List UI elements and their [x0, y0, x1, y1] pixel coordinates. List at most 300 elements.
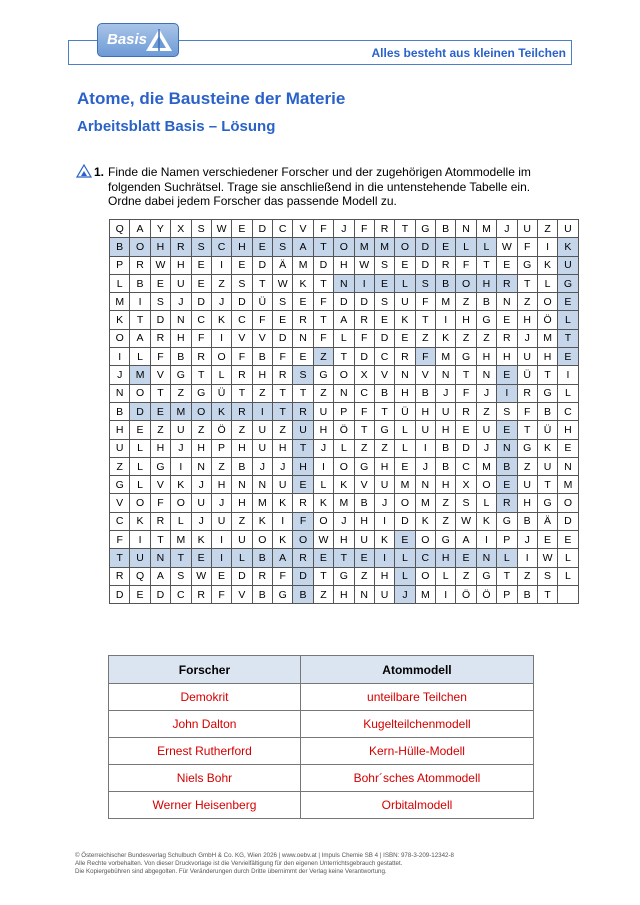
grid-cell: E	[354, 549, 374, 567]
grid-cell: K	[171, 476, 191, 494]
grid-cell: E	[191, 256, 211, 274]
grid-cell: V	[150, 366, 170, 384]
grid-cell: O	[293, 531, 313, 549]
grid-cell: K	[293, 274, 313, 292]
grid-cell: M	[334, 494, 354, 512]
grid-cell: O	[334, 457, 354, 475]
grid-row	[110, 439, 579, 457]
grid-cell: D	[273, 329, 293, 347]
grid-cell: H	[232, 439, 252, 457]
grid-cell: U	[354, 531, 374, 549]
grid-cell: G	[334, 567, 354, 585]
copyright-footer	[75, 852, 454, 876]
grid-cell: L	[436, 567, 456, 585]
grid-cell: S	[415, 274, 435, 292]
grid-cell: C	[191, 311, 211, 329]
grid-cell: D	[395, 512, 415, 530]
grid-cell: C	[273, 220, 293, 238]
grid-cell: D	[232, 567, 252, 585]
grid-cell: D	[354, 348, 374, 366]
grid-cell: Ü	[211, 384, 231, 402]
grid-cell: D	[456, 439, 476, 457]
grid-cell: Z	[191, 421, 211, 439]
grid-cell: Z	[415, 329, 435, 347]
grid-cell: W	[537, 549, 557, 567]
grid-cell: O	[537, 293, 557, 311]
grid-cell: K	[395, 311, 415, 329]
grid-cell: B	[436, 457, 456, 475]
grid-cell: L	[130, 457, 150, 475]
grid-row	[110, 402, 579, 420]
grid-cell: L	[476, 494, 496, 512]
grid-cell: K	[211, 402, 231, 420]
grid-cell: V	[415, 366, 435, 384]
grid-cell: F	[150, 494, 170, 512]
grid-cell: J	[110, 366, 130, 384]
grid-cell: S	[191, 238, 211, 256]
grid-cell: F	[354, 402, 374, 420]
grid-cell: T	[497, 567, 517, 585]
grid-cell: W	[150, 256, 170, 274]
grid-cell: G	[537, 384, 557, 402]
grid-cell: F	[517, 238, 537, 256]
task-instructions: Finde die Namen verschiedener Forscher und der zugehörigen Atommodelle im folgenden Suchrätsel. Trage sie anschließend in die untenstehende Tabelle ein. Ordne dabei jedem Forscher das passende Modell zu.	[108, 165, 531, 208]
grid-cell: W	[211, 220, 231, 238]
grid-cell: R	[456, 402, 476, 420]
grid-cell: Z	[517, 293, 537, 311]
grid-cell: O	[558, 494, 578, 512]
grid-cell: K	[415, 512, 435, 530]
grid-cell: H	[354, 512, 374, 530]
grid-cell: K	[273, 494, 293, 512]
grid-cell: D	[558, 512, 578, 530]
grid-cell: H	[171, 329, 191, 347]
grid-cell: L	[558, 384, 578, 402]
grid-cell: L	[395, 549, 415, 567]
grid-cell: I	[130, 293, 150, 311]
grid-cell: E	[395, 457, 415, 475]
grid-cell: T	[517, 421, 537, 439]
grid-cell: B	[415, 384, 435, 402]
grid-cell: Ü	[395, 402, 415, 420]
grid-cell: M	[476, 457, 496, 475]
grid-cell: E	[537, 531, 557, 549]
grid-cell: E	[558, 531, 578, 549]
grid-cell: J	[191, 476, 211, 494]
grid-cell: U	[558, 256, 578, 274]
grid-cell: D	[354, 293, 374, 311]
grid-cell: Z	[374, 439, 394, 457]
grid-cell: Z	[150, 421, 170, 439]
grid-cell: K	[191, 531, 211, 549]
grid-cell: N	[293, 329, 313, 347]
grid-cell: J	[334, 220, 354, 238]
grid-cell: F	[232, 348, 252, 366]
grid-cell: A	[130, 329, 150, 347]
grid-cell: M	[171, 531, 191, 549]
grid-cell: G	[558, 274, 578, 292]
grid-cell: B	[517, 512, 537, 530]
grid-cell: Z	[476, 402, 496, 420]
grid-cell: J	[273, 457, 293, 475]
grid-cell: S	[171, 567, 191, 585]
grid-cell: N	[497, 293, 517, 311]
grid-cell: T	[313, 274, 333, 292]
grid-cell: U	[436, 402, 456, 420]
grid-cell: F	[456, 256, 476, 274]
grid-cell: X	[171, 220, 191, 238]
grid-cell: J	[436, 384, 456, 402]
grid-row	[110, 238, 579, 256]
grid-cell: K	[476, 512, 496, 530]
grid-cell: E	[497, 256, 517, 274]
grid-cell: J	[313, 439, 333, 457]
grid-cell: Ä	[537, 512, 557, 530]
grid-cell: S	[150, 293, 170, 311]
grid-cell: O	[334, 238, 354, 256]
publisher-logo	[97, 23, 179, 57]
grid-cell: D	[130, 402, 150, 420]
grid-cell: G	[497, 512, 517, 530]
grid-cell: X	[354, 366, 374, 384]
grid-cell: T	[313, 311, 333, 329]
grid-cell: D	[313, 256, 333, 274]
grid-cell: O	[395, 238, 415, 256]
grid-row	[110, 348, 579, 366]
grid-cell: F	[354, 220, 374, 238]
grid-cell: Z	[517, 457, 537, 475]
grid-cell: N	[171, 311, 191, 329]
grid-row	[110, 567, 579, 585]
grid-cell: A	[130, 220, 150, 238]
grid-cell: T	[313, 567, 333, 585]
grid-cell: D	[150, 585, 170, 603]
grid-cell: N	[558, 457, 578, 475]
grid-cell: B	[171, 348, 191, 366]
grid-cell: R	[374, 220, 394, 238]
model-cell: Kern-Hülle-Modell	[300, 738, 533, 765]
grid-cell: U	[273, 476, 293, 494]
grid-cell: N	[110, 384, 130, 402]
grid-row	[110, 531, 579, 549]
grid-cell: T	[334, 348, 354, 366]
grid-cell: L	[497, 549, 517, 567]
grid-cell: S	[293, 366, 313, 384]
grid-cell: G	[517, 439, 537, 457]
grid-cell: G	[110, 476, 130, 494]
grid-cell: E	[558, 439, 578, 457]
grid-cell: T	[171, 549, 191, 567]
grid-cell: Y	[150, 220, 170, 238]
grid-cell: H	[436, 476, 456, 494]
grid-cell: T	[110, 549, 130, 567]
grid-cell: L	[558, 549, 578, 567]
grid-cell: P	[334, 402, 354, 420]
grid-cell: E	[211, 567, 231, 585]
grid-cell: N	[476, 366, 496, 384]
grid-cell: B	[354, 494, 374, 512]
grid-cell: B	[497, 457, 517, 475]
grid-cell: E	[191, 549, 211, 567]
grid-cell: L	[558, 311, 578, 329]
grid-cell: D	[252, 220, 272, 238]
grid-cell: L	[395, 421, 415, 439]
worksheet-topic: Alles besteht aus kleinen Teilchen	[371, 46, 566, 60]
grid-cell: E	[252, 238, 272, 256]
grid-cell: C	[374, 348, 394, 366]
grid-cell: Z	[476, 329, 496, 347]
grid-cell: G	[456, 348, 476, 366]
grid-cell: M	[415, 585, 435, 603]
grid-cell: E	[395, 256, 415, 274]
grid-cell: W	[273, 274, 293, 292]
grid-cell: F	[456, 384, 476, 402]
grid-cell: L	[110, 274, 130, 292]
grid-cell: S	[232, 274, 252, 292]
grid-cell: H	[436, 549, 456, 567]
grid-cell: U	[171, 274, 191, 292]
scientist-cell: Niels Bohr	[109, 765, 301, 792]
model-cell: Orbitalmodell	[300, 792, 533, 819]
grid-cell: E	[456, 549, 476, 567]
grid-cell: E	[150, 274, 170, 292]
grid-cell: G	[313, 366, 333, 384]
grid-cell: Z	[211, 457, 231, 475]
grid-cell: M	[171, 402, 191, 420]
grid-cell: G	[415, 220, 435, 238]
grid-cell: M	[293, 256, 313, 274]
grid-cell: E	[497, 421, 517, 439]
grid-cell: C	[171, 585, 191, 603]
word-search-grid	[109, 219, 579, 604]
grid-cell: F	[415, 348, 435, 366]
grid-cell: R	[497, 494, 517, 512]
grid-cell: H	[395, 384, 415, 402]
grid-cell: J	[517, 531, 537, 549]
grid-cell: H	[171, 256, 191, 274]
grid-cell: R	[232, 366, 252, 384]
grid-cell: T	[273, 384, 293, 402]
grid-cell: L	[395, 274, 415, 292]
grid-cell: B	[436, 274, 456, 292]
grid-cell: P	[497, 585, 517, 603]
grid-cell: C	[415, 549, 435, 567]
grid-cell: O	[334, 366, 354, 384]
grid-cell: I	[211, 549, 231, 567]
grid-cell: O	[252, 531, 272, 549]
grid-cell: B	[252, 585, 272, 603]
grid-cell: R	[517, 384, 537, 402]
grid-cell: R	[232, 402, 252, 420]
grid-cell: G	[436, 531, 456, 549]
grid-cell: H	[211, 476, 231, 494]
grid-cell: D	[191, 293, 211, 311]
grid-cell: D	[232, 293, 252, 311]
grid-cell: I	[211, 531, 231, 549]
grid-cell: K	[334, 476, 354, 494]
grid-cell: Z	[232, 421, 252, 439]
answer-table	[108, 655, 534, 819]
grid-cell: F	[313, 220, 333, 238]
grid-cell: E	[436, 238, 456, 256]
grid-cell: J	[415, 457, 435, 475]
grid-cell: O	[171, 494, 191, 512]
grid-cell: E	[293, 293, 313, 311]
grid-cell: Z	[232, 512, 252, 530]
grid-cell: B	[110, 402, 130, 420]
grid-cell: A	[334, 311, 354, 329]
grid-cell: H	[232, 494, 252, 512]
grid-cell: L	[476, 238, 496, 256]
grid-cell: R	[171, 238, 191, 256]
grid-cell: H	[537, 348, 557, 366]
grid-cell: Z	[456, 293, 476, 311]
grid-cell: Ö	[537, 311, 557, 329]
grid-cell: Ä	[273, 256, 293, 274]
header-atommodell: Atommodell	[300, 656, 533, 684]
grid-cell: T	[150, 531, 170, 549]
grid-cell: F	[517, 402, 537, 420]
grid-cell: Ö	[211, 421, 231, 439]
grid-cell: U	[211, 512, 231, 530]
grid-cell: V	[374, 366, 394, 384]
grid-cell: E	[497, 476, 517, 494]
grid-cell: L	[558, 567, 578, 585]
grid-cell: T	[395, 220, 415, 238]
grid-cell: H	[334, 585, 354, 603]
grid-cell: Ö	[476, 585, 496, 603]
grid-cell: N	[476, 549, 496, 567]
grid-cell: O	[313, 512, 333, 530]
grid-cell: N	[334, 274, 354, 292]
grid-cell: R	[150, 329, 170, 347]
grid-cell: E	[395, 531, 415, 549]
grid-cell: F	[211, 585, 231, 603]
grid-cell: Z	[313, 585, 333, 603]
grid-cell: A	[273, 549, 293, 567]
grid-cell: V	[232, 329, 252, 347]
grid-cell: U	[374, 476, 394, 494]
grid-cell: K	[313, 494, 333, 512]
grid-cell: E	[497, 366, 517, 384]
grid-cell: J	[191, 512, 211, 530]
grid-cell: T	[517, 274, 537, 292]
grid-cell: U	[395, 293, 415, 311]
grid-cell: S	[497, 402, 517, 420]
grid-cell: M	[374, 238, 394, 256]
grid-cell: U	[232, 531, 252, 549]
grid-cell: R	[497, 274, 517, 292]
grid-cell: N	[150, 549, 170, 567]
grid-cell: D	[293, 567, 313, 585]
grid-cell: T	[558, 329, 578, 347]
grid-cell: O	[191, 402, 211, 420]
grid-cell: B	[374, 384, 394, 402]
grid-cell: I	[110, 348, 130, 366]
grid-cell: H	[273, 439, 293, 457]
grid-row	[110, 274, 579, 292]
grid-cell: U	[171, 421, 191, 439]
grid-cell: K	[558, 238, 578, 256]
grid-cell: I	[313, 457, 333, 475]
grid-cell: B	[232, 457, 252, 475]
grid-cell: I	[476, 531, 496, 549]
grid-cell: A	[456, 531, 476, 549]
grid-cell: T	[252, 274, 272, 292]
grid-cell: E	[130, 585, 150, 603]
grid-cell: H	[334, 531, 354, 549]
grid-cell: C	[354, 384, 374, 402]
grid-cell: X	[456, 476, 476, 494]
grid-cell: G	[150, 457, 170, 475]
grid-cell: H	[415, 402, 435, 420]
grid-cell: O	[130, 384, 150, 402]
grid-cell: M	[252, 494, 272, 512]
grid-cell: Z	[171, 384, 191, 402]
grid-row	[110, 384, 579, 402]
grid-cell: I	[171, 457, 191, 475]
grid-cell: T	[273, 402, 293, 420]
grid-cell: B	[537, 402, 557, 420]
grid-cell: I	[558, 366, 578, 384]
grid-row	[110, 494, 579, 512]
grid-cell: T	[537, 476, 557, 494]
grid-cell: M	[537, 329, 557, 347]
grid-cell: Z	[436, 494, 456, 512]
grid-cell: W	[354, 256, 374, 274]
grid-cell: F	[293, 512, 313, 530]
grid-cell: B	[252, 549, 272, 567]
grid-row	[110, 549, 579, 567]
grid-cell: Z	[313, 384, 333, 402]
grid-cell: J	[211, 293, 231, 311]
grid-cell: C	[558, 402, 578, 420]
grid-cell: S	[273, 238, 293, 256]
task-number: 1.	[94, 165, 105, 179]
grid-cell: J	[334, 512, 354, 530]
grid-cell: N	[191, 457, 211, 475]
grid-row	[110, 457, 579, 475]
grid-cell: W	[497, 238, 517, 256]
grid-cell: I	[252, 402, 272, 420]
grid-cell: R	[354, 311, 374, 329]
grid-cell: T	[456, 366, 476, 384]
grid-cell: L	[130, 476, 150, 494]
grid-cell: R	[150, 512, 170, 530]
grid-cell: G	[476, 311, 496, 329]
grid-cell: J	[395, 585, 415, 603]
grid-cell: I	[374, 512, 394, 530]
grid-cell: T	[476, 256, 496, 274]
grid-cell: I	[211, 329, 231, 347]
grid-cell: K	[110, 311, 130, 329]
grid-cell: E	[497, 311, 517, 329]
grid-cell: E	[558, 348, 578, 366]
grid-cell: R	[497, 329, 517, 347]
grid-cell: R	[191, 348, 211, 366]
grid-cell: J	[252, 457, 272, 475]
grid-cell: R	[395, 348, 415, 366]
grid-cell: G	[354, 457, 374, 475]
grid-cell: N	[395, 366, 415, 384]
table-row	[109, 684, 534, 711]
grid-cell: S	[374, 293, 394, 311]
grid-cell: G	[273, 585, 293, 603]
grid-cell: G	[517, 256, 537, 274]
footer-line: © Österreichischer Bundesverlag Schulbuch GmbH & Co. KG, Wien 2026 | www.oebv.at | Impuls Chemie SB 4 | ISBN: 978-3-209-12342-8	[75, 852, 454, 859]
grid-cell: U	[517, 220, 537, 238]
grid-cell: I	[497, 384, 517, 402]
